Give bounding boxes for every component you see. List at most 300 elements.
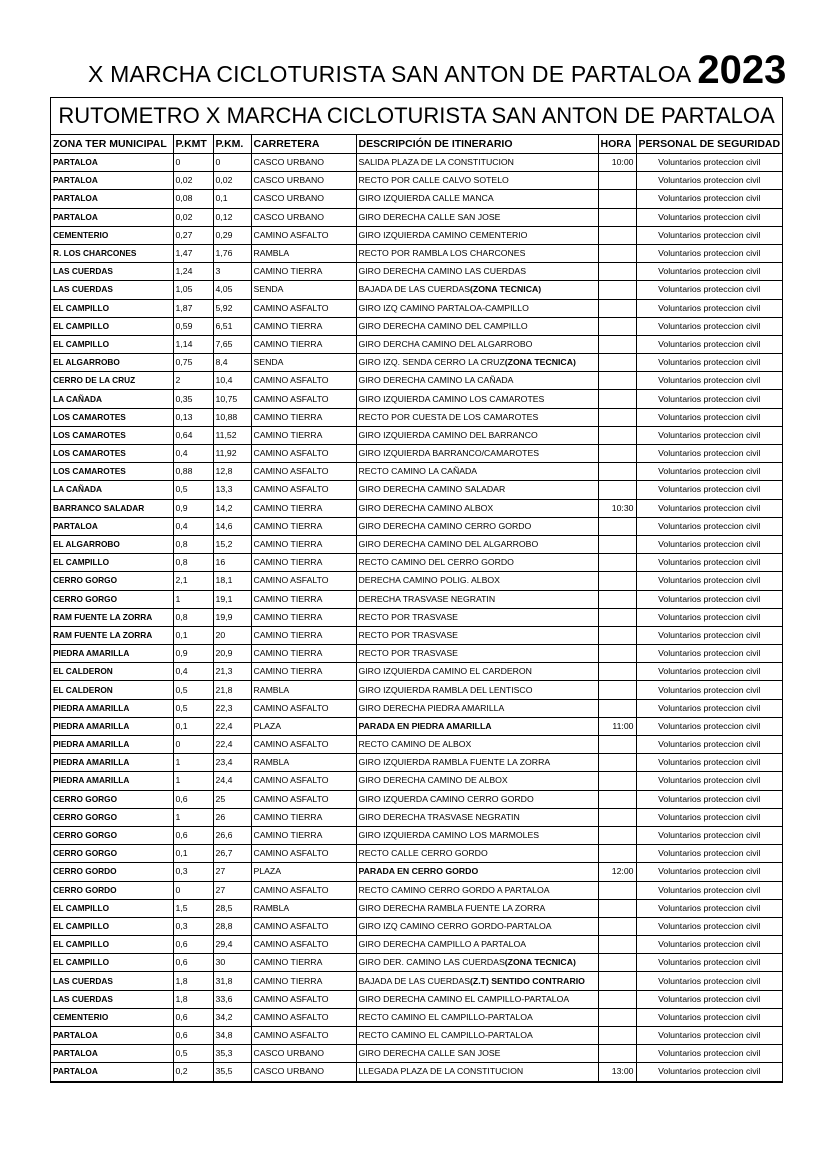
descripcion-text: GIRO DERECHA CALLE SAN JOSE [358, 211, 501, 222]
cell-pkm: 33,6 [213, 990, 251, 1008]
table-row [51, 663, 782, 681]
cell-descripcion [356, 772, 598, 790]
cell-pkm: 6,51 [213, 317, 251, 335]
descripcion-text: RECTO CAMINO LA CAÑADA [358, 466, 478, 477]
cell-personal: Voluntarios proteccion civil [636, 499, 782, 517]
cell-hora [598, 608, 636, 626]
table-row [51, 808, 782, 826]
cell-hora [598, 172, 636, 190]
cell-carretera: SENDA [251, 281, 356, 299]
cell-zona: PARTALOA [51, 172, 173, 190]
descripcion-text: RECTO POR TRASVASE [358, 629, 458, 640]
cell-pkmt: 0,5 [173, 681, 213, 699]
cell-pkm: 35,5 [213, 1063, 251, 1081]
cell-pkmt: 0,13 [173, 408, 213, 426]
cell-carretera: CASCO URBANO [251, 1063, 356, 1081]
cell-hora [598, 772, 636, 790]
table-row [51, 845, 782, 863]
cell-personal: Voluntarios proteccion civil [636, 390, 782, 408]
cell-hora [598, 790, 636, 808]
cell-carretera: CAMINO TIERRA [251, 554, 356, 572]
cell-pkmt: 0,6 [173, 936, 213, 954]
cell-personal: Voluntarios proteccion civil [636, 445, 782, 463]
table-row [51, 954, 782, 972]
cell-descripcion [356, 1045, 598, 1063]
sheet-title: RUTOMETRO X MARCHA CICLOTURISTA SAN ANTON DE PARTALOA [51, 98, 782, 135]
cell-zona: EL CAMPILLO [51, 899, 173, 917]
cell-zona: CEMENTERIO [51, 226, 173, 244]
table-row [51, 990, 782, 1008]
cell-zona: EL CAMPILLO [51, 554, 173, 572]
cell-pkmt: 1,87 [173, 299, 213, 317]
descripcion-bold-text: PARADA EN CERRO GORDO [358, 866, 479, 877]
cell-hora [598, 226, 636, 244]
cell-hora [598, 936, 636, 954]
cell-hora [598, 808, 636, 826]
cell-pkm: 22,3 [213, 699, 251, 717]
cell-pkmt: 0,2 [173, 1063, 213, 1081]
descripcion-text: GIRO IZQUIERDA CAMINO DEL BARRANCO [358, 429, 538, 440]
cell-carretera: CAMINO ASFALTO [251, 1027, 356, 1045]
cell-pkm: 26 [213, 808, 251, 826]
cell-personal: Voluntarios proteccion civil [636, 754, 782, 772]
descripcion-text: GIRO DERECHA TRASVASE NEGRATIN [358, 811, 520, 822]
cell-hora: 10:30 [598, 499, 636, 517]
cell-pkmt: 0,27 [173, 226, 213, 244]
cell-descripcion [356, 736, 598, 754]
cell-pkm: 27 [213, 863, 251, 881]
cell-personal: Voluntarios proteccion civil [636, 954, 782, 972]
descripcion-text: GIRO DERECHA CAMINO LAS CUERDAS [358, 266, 527, 277]
cell-descripcion [356, 517, 598, 535]
cell-descripcion [356, 190, 598, 208]
cell-zona: PARTALOA [51, 154, 173, 172]
table-row [51, 1045, 782, 1063]
cell-pkmt: 0,4 [173, 663, 213, 681]
table-row [51, 608, 782, 626]
cell-carretera: CAMINO ASFALTO [251, 445, 356, 463]
cell-pkm: 5,92 [213, 299, 251, 317]
cell-pkmt: 0,8 [173, 535, 213, 553]
descripcion-text: RECTO CALLE CERRO GORDO [358, 848, 488, 859]
descripcion-text: GIRO DERCHA CAMINO DEL ALGARROBO [358, 338, 533, 349]
cell-personal: Voluntarios proteccion civil [636, 408, 782, 426]
cell-personal: Voluntarios proteccion civil [636, 481, 782, 499]
descripcion-text: RECTO CAMINO EL CAMPILLO-PARTALOA [358, 1030, 533, 1041]
cell-carretera: CAMINO ASFALTO [251, 481, 356, 499]
cell-zona: CERRO GORGO [51, 808, 173, 826]
cell-personal: Voluntarios proteccion civil [636, 681, 782, 699]
table-row [51, 881, 782, 899]
cell-descripcion [356, 481, 598, 499]
cell-pkm: 3 [213, 263, 251, 281]
cell-personal: Voluntarios proteccion civil [636, 899, 782, 917]
cell-hora [598, 190, 636, 208]
cell-carretera: CAMINO ASFALTO [251, 790, 356, 808]
cell-pkm: 4,05 [213, 281, 251, 299]
cell-personal: Voluntarios proteccion civil [636, 226, 782, 244]
cell-personal: Voluntarios proteccion civil [636, 663, 782, 681]
descripcion-text: GIRO DERECHA CAMINO SALADAR [358, 484, 506, 495]
cell-zona: EL CALDERON [51, 663, 173, 681]
cell-zona: LOS CAMAROTES [51, 426, 173, 444]
cell-personal: Voluntarios proteccion civil [636, 281, 782, 299]
cell-descripcion [356, 881, 598, 899]
cell-zona: PIEDRA AMARILLA [51, 754, 173, 772]
descripcion-text: GIRO IZQUIERDA BARRANCO/CAMAROTES [358, 448, 540, 459]
cell-hora: 12:00 [598, 863, 636, 881]
table-row [51, 445, 782, 463]
cell-pkmt: 2 [173, 372, 213, 390]
cell-descripcion [356, 917, 598, 935]
table-row [51, 354, 782, 372]
cell-personal: Voluntarios proteccion civil [636, 208, 782, 226]
table-row [51, 681, 782, 699]
cell-zona: LOS CAMAROTES [51, 445, 173, 463]
descripcion-bold-text: (Z.T) SENTIDO CONTRARIO [470, 975, 585, 986]
cell-carretera: CAMINO TIERRA [251, 645, 356, 663]
cell-zona: PIEDRA AMARILLA [51, 736, 173, 754]
cell-personal: Voluntarios proteccion civil [636, 990, 782, 1008]
table-row [51, 517, 782, 535]
cell-zona: EL CAMPILLO [51, 936, 173, 954]
cell-pkm: 10,75 [213, 390, 251, 408]
col-header-hora: HORA [598, 135, 636, 154]
cell-pkmt: 0,6 [173, 1027, 213, 1045]
cell-personal: Voluntarios proteccion civil [636, 881, 782, 899]
descripcion-text: RECTO POR TRASVASE [358, 648, 458, 659]
cell-carretera: CAMINO ASFALTO [251, 390, 356, 408]
cell-pkmt: 1 [173, 754, 213, 772]
descripcion-text: GIRO IZQ CAMINO CERRO GORDO-PARTALOA [358, 920, 552, 931]
cell-hora [598, 263, 636, 281]
cell-zona: EL CAMPILLO [51, 335, 173, 353]
cell-pkmt: 0,02 [173, 172, 213, 190]
cell-hora [598, 354, 636, 372]
cell-carretera: CAMINO ASFALTO [251, 1008, 356, 1026]
cell-pkmt: 0,3 [173, 917, 213, 935]
cell-carretera: CAMINO TIERRA [251, 626, 356, 644]
col-header-descripcion: DESCRIPCIÓN DE ITINERARIO [356, 135, 598, 154]
descripcion-text: RECTO CAMINO DE ALBOX [358, 739, 472, 750]
cell-pkm: 34,8 [213, 1027, 251, 1045]
cell-descripcion [356, 535, 598, 553]
cell-hora [598, 881, 636, 899]
table-row [51, 463, 782, 481]
cell-carretera: CAMINO ASFALTO [251, 990, 356, 1008]
cell-pkm: 20 [213, 626, 251, 644]
cell-zona: CEMENTERIO [51, 1008, 173, 1026]
cell-pkm: 19,9 [213, 608, 251, 626]
document-title [88, 46, 786, 90]
cell-hora [598, 445, 636, 463]
descripcion-text: RECTO CAMINO DEL CERRO GORDO [358, 557, 514, 568]
cell-hora [598, 281, 636, 299]
cell-zona: CERRO GORGO [51, 845, 173, 863]
cell-personal: Voluntarios proteccion civil [636, 608, 782, 626]
descripcion-text: GIRO DERECHA CAMINO DEL CAMPILLO [358, 320, 528, 331]
cell-hora [598, 1027, 636, 1045]
descripcion-text: GIRO DERECHA CAMINO LA CAÑADA [358, 375, 514, 386]
cell-hora: 10:00 [598, 154, 636, 172]
cell-hora [598, 954, 636, 972]
cell-hora: 13:00 [598, 1063, 636, 1081]
descripcion-text: RECTO POR CUESTA DE LOS CAMAROTES [358, 411, 539, 422]
cell-carretera: RAMBLA [251, 899, 356, 917]
cell-carretera: CAMINO TIERRA [251, 826, 356, 844]
cell-personal: Voluntarios proteccion civil [636, 1008, 782, 1026]
cell-pkm: 15,2 [213, 535, 251, 553]
cell-pkmt: 1 [173, 772, 213, 790]
cell-pkmt: 0,35 [173, 390, 213, 408]
cell-descripcion [356, 244, 598, 262]
cell-pkmt: 1,5 [173, 899, 213, 917]
cell-zona: LA CAÑADA [51, 390, 173, 408]
cell-hora [598, 244, 636, 262]
col-header-personal: PERSONAL DE SEGURIDAD [636, 135, 782, 154]
cell-pkm: 24,4 [213, 772, 251, 790]
cell-personal: Voluntarios proteccion civil [636, 572, 782, 590]
table-row [51, 554, 782, 572]
cell-hora [598, 1008, 636, 1026]
cell-pkmt: 1,24 [173, 263, 213, 281]
cell-descripcion [356, 808, 598, 826]
table-row [51, 590, 782, 608]
table-row [51, 645, 782, 663]
cell-carretera: CAMINO ASFALTO [251, 372, 356, 390]
cell-carretera: CAMINO TIERRA [251, 517, 356, 535]
cell-carretera: SENDA [251, 354, 356, 372]
cell-zona: EL CAMPILLO [51, 299, 173, 317]
descripcion-text: GIRO IZQUIERDA CAMINO CEMENTERIO [358, 229, 528, 240]
cell-zona: LOS CAMAROTES [51, 408, 173, 426]
cell-zona: CERRO GORDO [51, 863, 173, 881]
descripcion-bold-text: (ZONA TECNICA) [504, 957, 576, 968]
cell-pkm: 21,8 [213, 681, 251, 699]
cell-personal: Voluntarios proteccion civil [636, 917, 782, 935]
cell-personal: Voluntarios proteccion civil [636, 1063, 782, 1081]
cell-personal: Voluntarios proteccion civil [636, 590, 782, 608]
cell-carretera: CAMINO ASFALTO [251, 699, 356, 717]
descripcion-text: RECTO CAMINO CERRO GORDO A PARTALOA [358, 884, 550, 895]
cell-personal: Voluntarios proteccion civil [636, 936, 782, 954]
table-row [51, 535, 782, 553]
cell-descripcion [356, 972, 598, 990]
descripcion-bold-text: (ZONA TECNICA) [504, 357, 576, 368]
cell-descripcion [356, 172, 598, 190]
cell-pkmt: 0,8 [173, 554, 213, 572]
descripcion-text: GIRO IZQUIERDA CAMINO LOS CAMAROTES [358, 393, 545, 404]
cell-descripcion [356, 645, 598, 663]
cell-pkm: 0,1 [213, 190, 251, 208]
route-sheet [50, 97, 783, 1083]
cell-pkm: 0 [213, 154, 251, 172]
cell-pkmt: 0,5 [173, 1045, 213, 1063]
cell-hora [598, 535, 636, 553]
cell-descripcion [356, 1063, 598, 1081]
cell-personal: Voluntarios proteccion civil [636, 645, 782, 663]
table-row [51, 263, 782, 281]
cell-pkmt: 1 [173, 808, 213, 826]
cell-descripcion [356, 445, 598, 463]
cell-personal: Voluntarios proteccion civil [636, 1027, 782, 1045]
table-row [51, 244, 782, 262]
cell-hora [598, 699, 636, 717]
cell-descripcion [356, 281, 598, 299]
cell-carretera: CAMINO ASFALTO [251, 226, 356, 244]
cell-personal: Voluntarios proteccion civil [636, 535, 782, 553]
cell-personal: Voluntarios proteccion civil [636, 517, 782, 535]
cell-pkmt: 0,1 [173, 717, 213, 735]
descripcion-text: GIRO IZQ. SENDA CERRO LA CRUZ [358, 357, 505, 368]
cell-descripcion [356, 663, 598, 681]
descripcion-text: GIRO DERECHA CAMPILLO A PARTALOA [358, 939, 527, 950]
cell-zona: CERRO GORGO [51, 826, 173, 844]
cell-descripcion [356, 754, 598, 772]
cell-zona: LOS CAMAROTES [51, 463, 173, 481]
col-header-pkm: P.KM. [213, 135, 251, 154]
cell-hora [598, 572, 636, 590]
descripcion-text: GIRO IZQUIERDA CAMINO EL CARDERON [358, 666, 532, 677]
cell-personal: Voluntarios proteccion civil [636, 845, 782, 863]
route-table [51, 135, 782, 1082]
table-body [51, 154, 782, 1082]
table-row [51, 190, 782, 208]
cell-hora [598, 463, 636, 481]
cell-hora [598, 663, 636, 681]
cell-zona: PIEDRA AMARILLA [51, 645, 173, 663]
cell-descripcion [356, 626, 598, 644]
descripcion-text: GIRO IZQ CAMINO PARTALOA-CAMPILLO [358, 302, 529, 313]
cell-pkmt: 0,6 [173, 790, 213, 808]
event-year: 2023 [697, 48, 787, 92]
cell-hora [598, 845, 636, 863]
cell-pkmt: 0,8 [173, 608, 213, 626]
table-row [51, 226, 782, 244]
cell-descripcion [356, 1027, 598, 1045]
event-title: X MARCHA CICLOTURISTA SAN ANTON DE PARTALOA [88, 61, 692, 87]
cell-descripcion [356, 463, 598, 481]
descripcion-text: DERECHA TRASVASE NEGRATIN [358, 593, 496, 604]
cell-zona: PIEDRA AMARILLA [51, 699, 173, 717]
descripcion-text: GIRO DERECHA RAMBLA FUENTE LA ZORRA [358, 902, 546, 913]
cell-pkmt: 0,59 [173, 317, 213, 335]
cell-hora [598, 754, 636, 772]
descripcion-text: DERECHA CAMINO POLIG. ALBOX [358, 575, 500, 586]
descripcion-text: GIRO DER. CAMINO LAS CUERDAS [358, 957, 505, 968]
cell-zona: PARTALOA [51, 208, 173, 226]
cell-personal: Voluntarios proteccion civil [636, 299, 782, 317]
cell-carretera: CAMINO TIERRA [251, 535, 356, 553]
cell-descripcion [356, 299, 598, 317]
table-row [51, 790, 782, 808]
descripcion-text: LLEGADA PLAZA DE LA CONSTITUCION [358, 1066, 524, 1077]
cell-pkm: 0,02 [213, 172, 251, 190]
cell-zona: RAM FUENTE LA ZORRA [51, 608, 173, 626]
table-row [51, 772, 782, 790]
cell-hora [598, 317, 636, 335]
cell-descripcion [356, 390, 598, 408]
cell-descripcion [356, 354, 598, 372]
cell-zona: EL CAMPILLO [51, 954, 173, 972]
cell-pkmt: 1,05 [173, 281, 213, 299]
descripcion-text: GIRO IZQUERDA CAMINO CERRO GORDO [358, 793, 534, 804]
cell-carretera: CAMINO ASFALTO [251, 936, 356, 954]
descripcion-text: GIRO DERECHA CAMINO EL CAMPILLO-PARTALOA [358, 993, 570, 1004]
descripcion-text: RECTO CAMINO EL CAMPILLO-PARTALOA [358, 1011, 533, 1022]
cell-pkmt: 1,8 [173, 990, 213, 1008]
cell-carretera: CAMINO ASFALTO [251, 572, 356, 590]
cell-pkmt: 0,4 [173, 517, 213, 535]
cell-hora [598, 554, 636, 572]
cell-pkmt: 0,9 [173, 499, 213, 517]
table-row [51, 717, 782, 735]
table-row [51, 626, 782, 644]
cell-descripcion [356, 699, 598, 717]
table-row [51, 917, 782, 935]
table-row [51, 299, 782, 317]
table-row [51, 390, 782, 408]
cell-pkmt: 0 [173, 881, 213, 899]
cell-hora [598, 1045, 636, 1063]
cell-pkm: 28,8 [213, 917, 251, 935]
cell-carretera: CAMINO ASFALTO [251, 463, 356, 481]
cell-carretera: CASCO URBANO [251, 172, 356, 190]
cell-hora [598, 372, 636, 390]
cell-hora [598, 208, 636, 226]
cell-carretera: CAMINO TIERRA [251, 663, 356, 681]
cell-pkmt: 0,4 [173, 445, 213, 463]
cell-carretera: RAMBLA [251, 754, 356, 772]
table-row [51, 899, 782, 917]
cell-pkm: 21,3 [213, 663, 251, 681]
table-row [51, 281, 782, 299]
cell-carretera: CAMINO ASFALTO [251, 845, 356, 863]
table-row [51, 699, 782, 717]
cell-hora [598, 335, 636, 353]
cell-pkmt: 0,08 [173, 190, 213, 208]
descripcion-text: GIRO IZQUIERDA RAMBLA FUENTE LA ZORRA [358, 757, 551, 768]
cell-pkm: 22,4 [213, 717, 251, 735]
cell-pkmt: 0,02 [173, 208, 213, 226]
cell-carretera: CAMINO TIERRA [251, 972, 356, 990]
cell-carretera: CAMINO TIERRA [251, 499, 356, 517]
descripcion-text: GIRO DERECHA CAMINO ALBOX [358, 502, 494, 513]
cell-descripcion [356, 590, 598, 608]
cell-pkm: 12,8 [213, 463, 251, 481]
cell-descripcion [356, 317, 598, 335]
cell-hora [598, 899, 636, 917]
table-row [51, 335, 782, 353]
table-row [51, 426, 782, 444]
descripcion-text: BAJADA DE LAS CUERDAS [358, 284, 471, 295]
cell-carretera: CASCO URBANO [251, 190, 356, 208]
cell-personal: Voluntarios proteccion civil [636, 372, 782, 390]
cell-zona: PIEDRA AMARILLA [51, 717, 173, 735]
cell-carretera: PLAZA [251, 863, 356, 881]
cell-pkmt: 0,75 [173, 354, 213, 372]
cell-carretera: CAMINO TIERRA [251, 426, 356, 444]
col-header-zona: ZONA TER MUNICIPAL [51, 135, 173, 154]
cell-pkm: 31,8 [213, 972, 251, 990]
cell-carretera: RAMBLA [251, 681, 356, 699]
table-row [51, 754, 782, 772]
cell-pkm: 16 [213, 554, 251, 572]
cell-pkmt: 0,3 [173, 863, 213, 881]
cell-pkm: 11,92 [213, 445, 251, 463]
cell-zona: PARTALOA [51, 190, 173, 208]
cell-zona: RAM FUENTE LA ZORRA [51, 626, 173, 644]
